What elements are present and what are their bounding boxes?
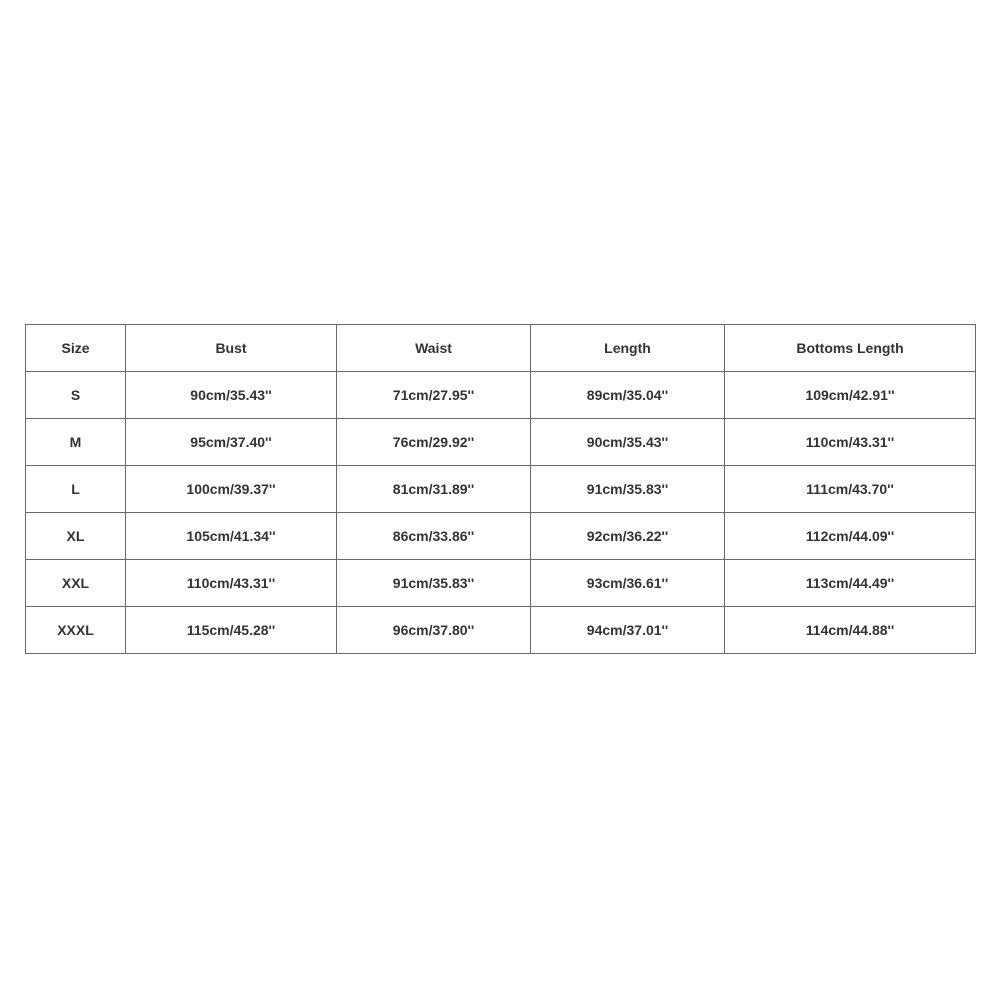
header-size: Size bbox=[26, 325, 126, 372]
table-row bbox=[26, 372, 976, 419]
cell-bottoms-length: 109cm/42.91'' bbox=[725, 372, 976, 419]
cell-length: 90cm/35.43'' bbox=[531, 419, 725, 466]
cell-waist: 76cm/29.92'' bbox=[337, 419, 531, 466]
cell-bust: 115cm/45.28'' bbox=[126, 607, 337, 654]
cell-bust: 95cm/37.40'' bbox=[126, 419, 337, 466]
cell-waist: 81cm/31.89'' bbox=[337, 466, 531, 513]
cell-size: XXXL bbox=[26, 607, 126, 654]
cell-waist: 86cm/33.86'' bbox=[337, 513, 531, 560]
cell-length: 91cm/35.83'' bbox=[531, 466, 725, 513]
cell-length: 94cm/37.01'' bbox=[531, 607, 725, 654]
cell-length: 89cm/35.04'' bbox=[531, 372, 725, 419]
cell-size: S bbox=[26, 372, 126, 419]
table-row bbox=[26, 607, 976, 654]
table-header-row bbox=[26, 325, 976, 372]
cell-bottoms-length: 112cm/44.09'' bbox=[725, 513, 976, 560]
cell-bust: 100cm/39.37'' bbox=[126, 466, 337, 513]
header-bust: Bust bbox=[126, 325, 337, 372]
header-length: Length bbox=[531, 325, 725, 372]
table-row bbox=[26, 419, 976, 466]
cell-bottoms-length: 114cm/44.88'' bbox=[725, 607, 976, 654]
cell-bust: 105cm/41.34'' bbox=[126, 513, 337, 560]
cell-bust: 110cm/43.31'' bbox=[126, 560, 337, 607]
table-row bbox=[26, 466, 976, 513]
table-row bbox=[26, 560, 976, 607]
table-row bbox=[26, 513, 976, 560]
header-bottoms-length: Bottoms Length bbox=[725, 325, 976, 372]
cell-waist: 96cm/37.80'' bbox=[337, 607, 531, 654]
cell-size: XL bbox=[26, 513, 126, 560]
cell-length: 92cm/36.22'' bbox=[531, 513, 725, 560]
cell-size: L bbox=[26, 466, 126, 513]
cell-bottoms-length: 111cm/43.70'' bbox=[725, 466, 976, 513]
cell-size: M bbox=[26, 419, 126, 466]
cell-size: XXL bbox=[26, 560, 126, 607]
size-chart-table bbox=[25, 324, 976, 654]
cell-waist: 91cm/35.83'' bbox=[337, 560, 531, 607]
cell-bottoms-length: 113cm/44.49'' bbox=[725, 560, 976, 607]
cell-waist: 71cm/27.95'' bbox=[337, 372, 531, 419]
cell-length: 93cm/36.61'' bbox=[531, 560, 725, 607]
header-waist: Waist bbox=[337, 325, 531, 372]
cell-bust: 90cm/35.43'' bbox=[126, 372, 337, 419]
cell-bottoms-length: 110cm/43.31'' bbox=[725, 419, 976, 466]
